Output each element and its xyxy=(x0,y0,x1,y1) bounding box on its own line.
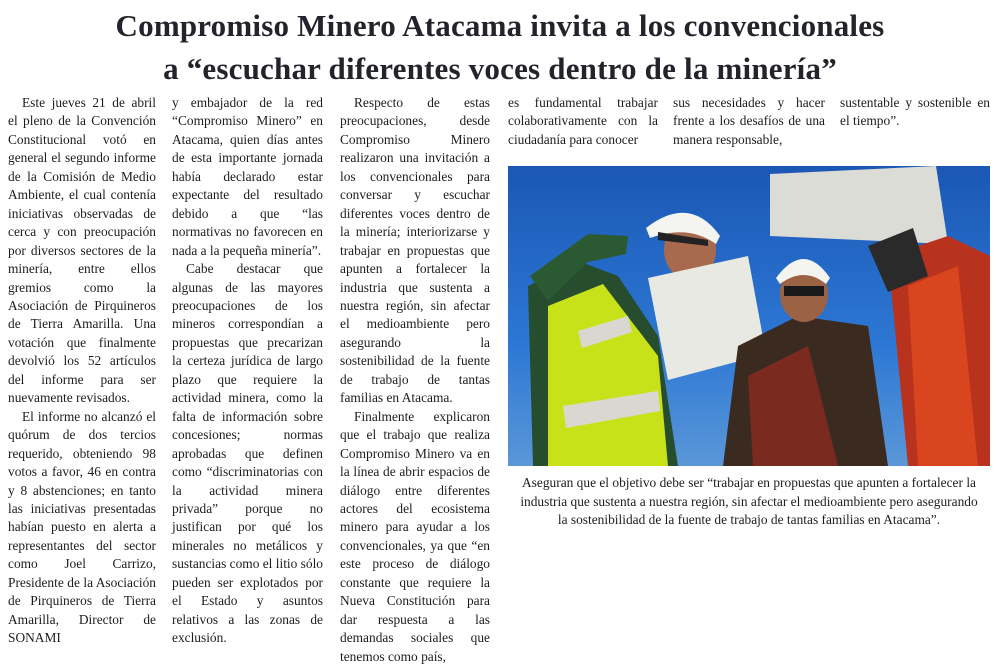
article-column-5 xyxy=(673,94,825,149)
article-column-6 xyxy=(840,94,990,131)
paragraph: Finalmente explicaron que el trabajo que realiza Compromiso Minero va en la línea de abrir espacios de diálogo entre diferentes actores del ecosistema minero para ayudar a los convencionales, ya que “en este proceso de diálogo constante que requiere la Nueva Constitución para dar respuesta a las demandas sociales que tenemos como país, xyxy=(340,408,490,664)
paragraph: es fundamental trabajar colaborativamente con la ciudadanía para conocer xyxy=(508,95,658,147)
paragraph: y embajador de la red “Compromiso Minero” en Atacama, quien días antes de esta importante jornada había declarado estar expectante del resultado debido a que “las normativas no favorecen en nada a la pequeña minería”. xyxy=(172,95,323,258)
headline-line-2: a “escuchar diferentes voces dentro de la minería” xyxy=(163,51,837,86)
article-column-3 xyxy=(340,94,490,666)
headline xyxy=(0,4,1000,90)
paragraph: Este jueves 21 de abril el pleno de la Convención Constitucional votó en general el segundo informe de la Comisión de Medio Ambiente, el cual contenía iniciativas observadas de cerca y con preocupación por diversos sectores de la minería, entre ellos gremios como la Asociación de Pirquineros de Tierra Amarilla. Una votación que finalmente devolvió los 52 artículos del informe para ser nuevamente revisados. xyxy=(8,95,156,406)
headline-line-1: Compromiso Minero Atacama invita a los convencionales xyxy=(115,8,885,43)
article-column-2 xyxy=(172,94,323,648)
photo-miners xyxy=(508,166,990,466)
paragraph: Cabe destacar que algunas de las mayores preocupaciones de los mineros correspondían a propuestas que precarizan la certeza jurídica de largo plazo que requiere la actividad minera, como la falta de información sobre concesiones; normas aprobadas que definen como “discriminatorias con la actividad minera privada” porque no justifican por qué los minerales no metálicos y sustancias como el litio sólo pueden ser explotados por el Estado y asuntos relativos a las zonas de exclusión. xyxy=(172,261,323,646)
paragraph: Respecto de estas preocupaciones, desde Compromiso Minero realizaron una invitación a los convencionales para conversar y escuchar diferentes voces dentro de la minería; interiorizarse y trabajar en propuestas que apunten a fortalecer la industria que sustenta a nuestra región, sin afectar el medioambiente pero asegurando la sostenibilidad de la fuente de trabajo de tantas familias en Atacama. xyxy=(340,95,490,406)
article-column-4 xyxy=(508,94,658,149)
paragraph: sustentable y sostenible en el tiempo”. xyxy=(840,95,990,129)
article-column-1 xyxy=(8,94,156,648)
paragraph: sus necesidades y hacer frente a los desafíos de una manera responsable, xyxy=(673,95,825,147)
photo-caption: Aseguran que el objetivo debe ser “trabajar en propuestas que apunten a fortalecer la industria que sustenta a nuestra región, sin afectar el medioambiente pero asegurando la sostenibilidad de la fuente de trabajo de tantas familias en Atacama”. xyxy=(520,475,978,527)
paragraph: El informe no alcanzó el quórum de dos tercios requerido, obteniendo 98 votos a favor, 46 en contra y 8 abstenciones; en tanto las iniciativas presentadas habían puesto en alerta a representantes del sector como Joel Carrizo, Presidente de la Asociación de Pirquineros de Tierra Amarilla, Director de SONAMI xyxy=(8,408,156,646)
